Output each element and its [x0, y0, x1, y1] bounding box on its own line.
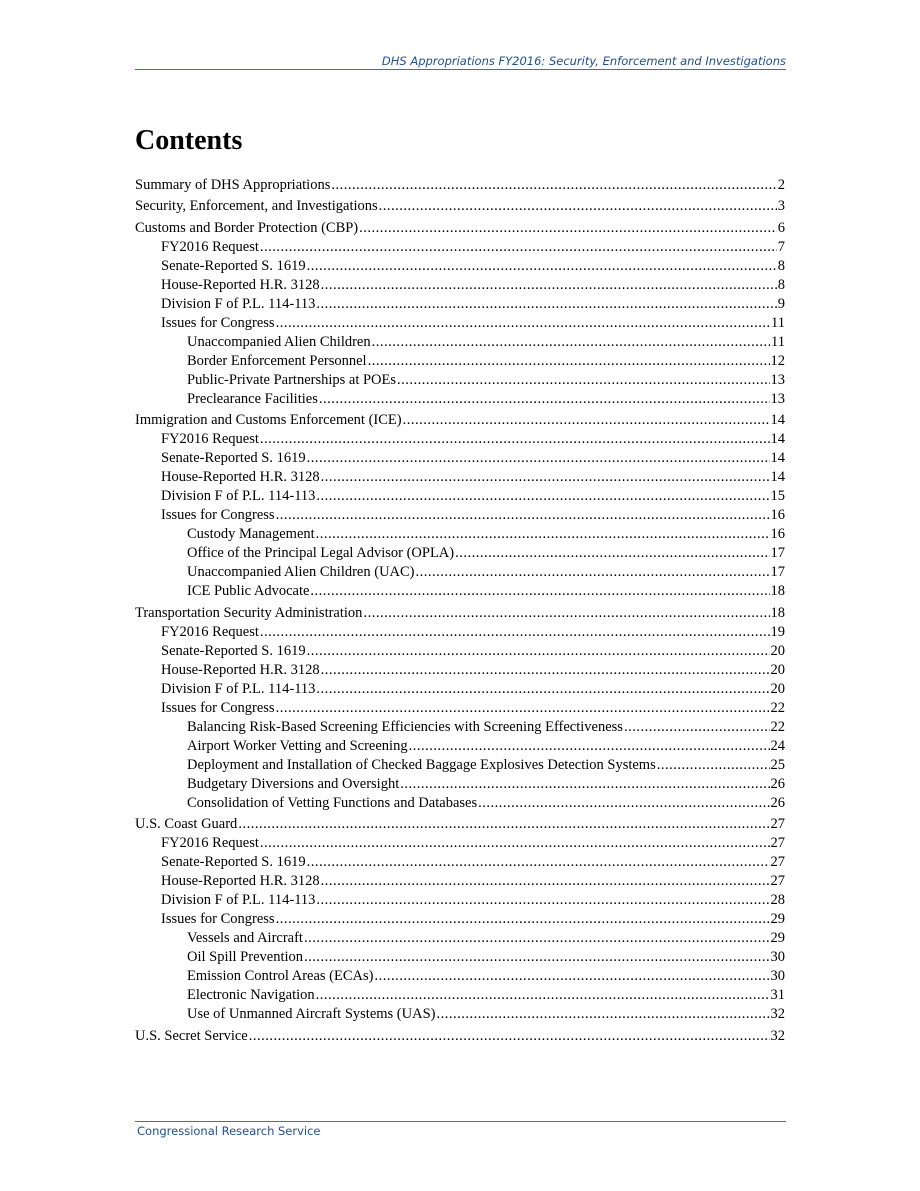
toc-entry-page-number: 18	[770, 604, 785, 621]
toc-entry[interactable]	[135, 948, 785, 967]
toc-dot-leader	[316, 525, 770, 544]
toc-entry-label: Senate-Reported S. 1619	[161, 642, 306, 659]
toc-dot-leader	[260, 623, 770, 642]
toc-entry[interactable]	[135, 794, 785, 813]
toc-entry-page-number: 27	[770, 816, 785, 832]
toc-dot-leader	[316, 487, 769, 506]
toc-entry[interactable]	[135, 563, 785, 582]
toc-entry-label: Senate-Reported S. 1619	[161, 257, 306, 274]
toc-entry-label: Custody Management	[187, 526, 315, 542]
toc-entry[interactable]	[135, 487, 785, 506]
toc-entry-page-number: 19	[770, 623, 785, 640]
toc-entry[interactable]	[135, 238, 785, 257]
toc-entry-page-number: 12	[770, 352, 785, 369]
toc-dot-leader	[436, 1005, 769, 1024]
toc-entry[interactable]	[135, 737, 785, 756]
toc-entry-page-number: 26	[770, 775, 785, 792]
toc-entry[interactable]	[135, 390, 785, 409]
toc-dot-leader	[319, 390, 770, 409]
toc-entry-page-number: 15	[770, 488, 785, 504]
toc-entry-label: Issues for Congress	[161, 911, 275, 927]
page-title: Contents	[135, 125, 243, 156]
toc-dot-leader	[276, 506, 770, 525]
toc-entry[interactable]	[135, 468, 785, 487]
toc-entry-label: Oil Spill Prevention	[187, 949, 303, 965]
toc-entry-page-number: 30	[770, 968, 785, 984]
toc-entry-page-number: 27	[770, 873, 785, 889]
toc-entry-label: ICE Public Advocate	[187, 583, 310, 599]
toc-entry-label: FY2016 Request	[161, 623, 259, 640]
toc-entry[interactable]	[135, 929, 785, 948]
toc-entry-page-number: 8	[777, 276, 785, 293]
toc-entry-page-number: 22	[770, 718, 785, 735]
toc-entry-page-number: 11	[771, 333, 785, 350]
toc-entry-page-number: 32	[770, 1027, 785, 1044]
toc-entry-label: Preclearance Facilities	[187, 390, 318, 407]
toc-dot-leader	[359, 219, 777, 238]
toc-entry-page-number: 13	[770, 390, 785, 407]
toc-entry[interactable]	[135, 604, 785, 623]
toc-entry-page-number: 13	[770, 371, 785, 388]
toc-entry-page-number: 17	[770, 564, 785, 580]
toc-entry-page-number: 20	[770, 680, 785, 697]
toc-entry[interactable]	[135, 910, 785, 929]
toc-entry-page-number: 29	[770, 930, 785, 946]
toc-entry[interactable]	[135, 1005, 785, 1024]
toc-dot-leader	[276, 910, 770, 929]
toc-entry-label: FY2016 Request	[161, 835, 259, 851]
toc-dot-leader	[624, 718, 770, 737]
toc-entry[interactable]	[135, 197, 785, 216]
toc-entry-page-number: 2	[777, 176, 785, 193]
toc-entry-page-number: 26	[770, 794, 785, 811]
toc-entry-label: Summary of DHS Appropriations	[135, 176, 331, 193]
toc-dot-leader	[249, 1027, 770, 1046]
toc-entry-page-number: 17	[770, 545, 785, 561]
toc-dot-leader	[400, 775, 769, 794]
toc-dot-leader	[657, 756, 770, 775]
toc-entry-label: Public-Private Partnerships at POEs	[187, 371, 397, 388]
toc-dot-leader	[403, 411, 770, 430]
toc-entry-label: Immigration and Customs Enforcement (ICE)	[135, 412, 402, 428]
toc-dot-leader	[416, 563, 770, 582]
toc-entry-page-number: 28	[770, 892, 785, 908]
toc-entry-label: Division F of P.L. 114-113	[161, 680, 316, 697]
toc-dot-leader	[374, 967, 769, 986]
toc-entry-page-number: 24	[770, 737, 785, 754]
toc-dot-leader	[310, 582, 769, 601]
toc-entry[interactable]	[135, 756, 785, 775]
toc-entry-label: Deployment and Installation of Checked Baggage Explosives Detection Systems	[187, 756, 656, 773]
toc-dot-leader	[304, 948, 770, 967]
toc-entry-page-number: 31	[770, 987, 785, 1003]
toc-entry-label: House-Reported H.R. 3128	[161, 661, 320, 678]
toc-entry[interactable]	[135, 295, 785, 314]
toc-entry-label: Consolidation of Vetting Functions and Databases	[187, 794, 478, 811]
toc-entry[interactable]	[135, 371, 785, 390]
toc-dot-leader	[316, 986, 770, 1005]
toc-dot-leader	[368, 352, 770, 371]
toc-entry-label: Senate-Reported S. 1619	[161, 450, 306, 466]
toc-dot-leader	[276, 314, 770, 333]
toc-dot-leader	[409, 737, 770, 756]
toc-entry-page-number: 14	[770, 469, 785, 485]
toc-entry-page-number: 14	[770, 431, 785, 447]
toc-entry-label: U.S. Coast Guard	[135, 816, 238, 832]
table-of-contents	[135, 173, 785, 1046]
toc-dot-leader	[316, 891, 769, 910]
toc-entry-label: House-Reported H.R. 3128	[161, 873, 320, 889]
toc-entry[interactable]	[135, 661, 785, 680]
toc-dot-leader	[238, 815, 769, 834]
toc-entry-page-number: 8	[777, 257, 785, 274]
toc-entry-page-number: 16	[770, 507, 785, 523]
toc-entry[interactable]	[135, 449, 785, 468]
toc-dot-leader	[260, 834, 770, 853]
toc-entry-label: Airport Worker Vetting and Screening	[187, 737, 408, 754]
toc-dot-leader	[363, 604, 769, 623]
toc-entry[interactable]	[135, 680, 785, 699]
toc-entry[interactable]	[135, 1027, 785, 1046]
toc-entry[interactable]	[135, 623, 785, 642]
toc-entry[interactable]	[135, 506, 785, 525]
toc-entry-page-number: 18	[770, 583, 785, 599]
toc-entry-page-number: 27	[770, 835, 785, 851]
toc-entry[interactable]	[135, 276, 785, 295]
toc-dot-leader	[307, 449, 770, 468]
running-header: DHS Appropriations FY2016: Security, Enforcement and Investigations	[381, 54, 786, 68]
toc-dot-leader	[307, 853, 770, 872]
toc-entry[interactable]	[135, 967, 785, 986]
footer-rule	[135, 1121, 786, 1122]
toc-dot-leader	[321, 661, 770, 680]
toc-entry-label: U.S. Secret Service	[135, 1027, 248, 1044]
toc-dot-leader	[321, 872, 770, 891]
toc-dot-leader	[478, 794, 769, 813]
toc-entry[interactable]	[135, 872, 785, 891]
toc-entry-page-number: 20	[770, 642, 785, 659]
toc-entry[interactable]	[135, 891, 785, 910]
toc-dot-leader	[276, 699, 770, 718]
toc-entry[interactable]	[135, 314, 785, 333]
toc-entry-label: Use of Unmanned Aircraft Systems (UAS)	[187, 1006, 436, 1022]
toc-entry[interactable]	[135, 853, 785, 872]
toc-entry-label: Security, Enforcement, and Investigations	[135, 198, 378, 214]
toc-dot-leader	[316, 680, 769, 699]
toc-entry[interactable]	[135, 219, 785, 238]
toc-entry[interactable]	[135, 699, 785, 718]
toc-entry-label: Senate-Reported S. 1619	[161, 854, 306, 870]
toc-entry-label: Division F of P.L. 114-113	[161, 295, 316, 312]
toc-dot-leader	[307, 257, 777, 276]
header-rule	[135, 69, 786, 70]
toc-entry[interactable]	[135, 411, 785, 430]
toc-entry[interactable]	[135, 834, 785, 853]
toc-entry-page-number: 7	[777, 238, 785, 255]
toc-entry-label: Issues for Congress	[161, 699, 275, 716]
toc-entry[interactable]	[135, 176, 785, 195]
toc-entry-page-number: 22	[770, 699, 785, 716]
toc-entry-label: Division F of P.L. 114-113	[161, 892, 316, 908]
toc-entry-label: House-Reported H.R. 3128	[161, 469, 320, 485]
toc-entry-label: Electronic Navigation	[187, 987, 315, 1003]
toc-entry-label: Emission Control Areas (ECAs)	[187, 968, 374, 984]
toc-entry[interactable]	[135, 815, 785, 834]
toc-dot-leader	[321, 468, 770, 487]
toc-entry-page-number: 6	[777, 219, 785, 236]
toc-entry-label: FY2016 Request	[161, 238, 259, 255]
toc-dot-leader	[260, 238, 777, 257]
toc-entry-label: Budgetary Diversions and Oversight	[187, 775, 400, 792]
toc-entry-page-number: 9	[777, 295, 785, 312]
toc-entry-label: Balancing Risk-Based Screening Efficiencies with Screening Effectiveness	[187, 718, 623, 735]
toc-entry[interactable]	[135, 352, 785, 371]
toc-entry-label: Issues for Congress	[161, 507, 275, 523]
toc-entry-page-number: 11	[771, 314, 785, 331]
toc-entry-page-number: 25	[770, 756, 785, 773]
toc-entry[interactable]	[135, 718, 785, 737]
toc-entry-page-number: 27	[770, 854, 785, 870]
toc-entry-page-number: 14	[770, 450, 785, 466]
toc-entry-label: Customs and Border Protection (CBP)	[135, 219, 359, 236]
toc-entry-page-number: 20	[770, 661, 785, 678]
toc-entry-label: House-Reported H.R. 3128	[161, 276, 320, 293]
toc-dot-leader	[372, 333, 770, 352]
toc-dot-leader	[260, 430, 770, 449]
toc-entry-page-number: 30	[770, 949, 785, 965]
toc-entry-page-number: 29	[770, 911, 785, 927]
toc-dot-leader	[307, 642, 770, 661]
toc-entry[interactable]	[135, 775, 785, 794]
toc-entry[interactable]	[135, 544, 785, 563]
toc-entry-label: Border Enforcement Personnel	[187, 352, 367, 369]
toc-entry-page-number: 16	[770, 526, 785, 542]
toc-entry-page-number: 32	[770, 1006, 785, 1022]
toc-entry[interactable]	[135, 430, 785, 449]
toc-entry-label: Office of the Principal Legal Advisor (OPLA)	[187, 545, 455, 561]
toc-entry[interactable]	[135, 333, 785, 352]
toc-entry[interactable]	[135, 582, 785, 601]
toc-entry-label: Issues for Congress	[161, 314, 275, 331]
toc-dot-leader	[379, 197, 777, 216]
running-footer: Congressional Research Service	[137, 1124, 321, 1138]
toc-dot-leader	[397, 371, 769, 390]
toc-dot-leader	[321, 276, 777, 295]
toc-entry-label: Unaccompanied Alien Children (UAC)	[187, 564, 415, 580]
toc-entry-label: Transportation Security Administration	[135, 604, 363, 621]
toc-entry-label: FY2016 Request	[161, 431, 259, 447]
toc-entry-label: Division F of P.L. 114-113	[161, 488, 316, 504]
toc-dot-leader	[331, 176, 776, 195]
toc-entry[interactable]	[135, 257, 785, 276]
toc-entry[interactable]	[135, 986, 785, 1005]
toc-dot-leader	[316, 295, 776, 314]
toc-entry-page-number: 14	[770, 412, 785, 428]
toc-dot-leader	[455, 544, 769, 563]
toc-entry[interactable]	[135, 642, 785, 661]
toc-entry-label: Vessels and Aircraft	[187, 930, 303, 946]
toc-entry-label: Unaccompanied Alien Children	[187, 333, 371, 350]
toc-entry[interactable]	[135, 525, 785, 544]
toc-dot-leader	[304, 929, 770, 948]
toc-entry-page-number: 3	[777, 198, 785, 214]
